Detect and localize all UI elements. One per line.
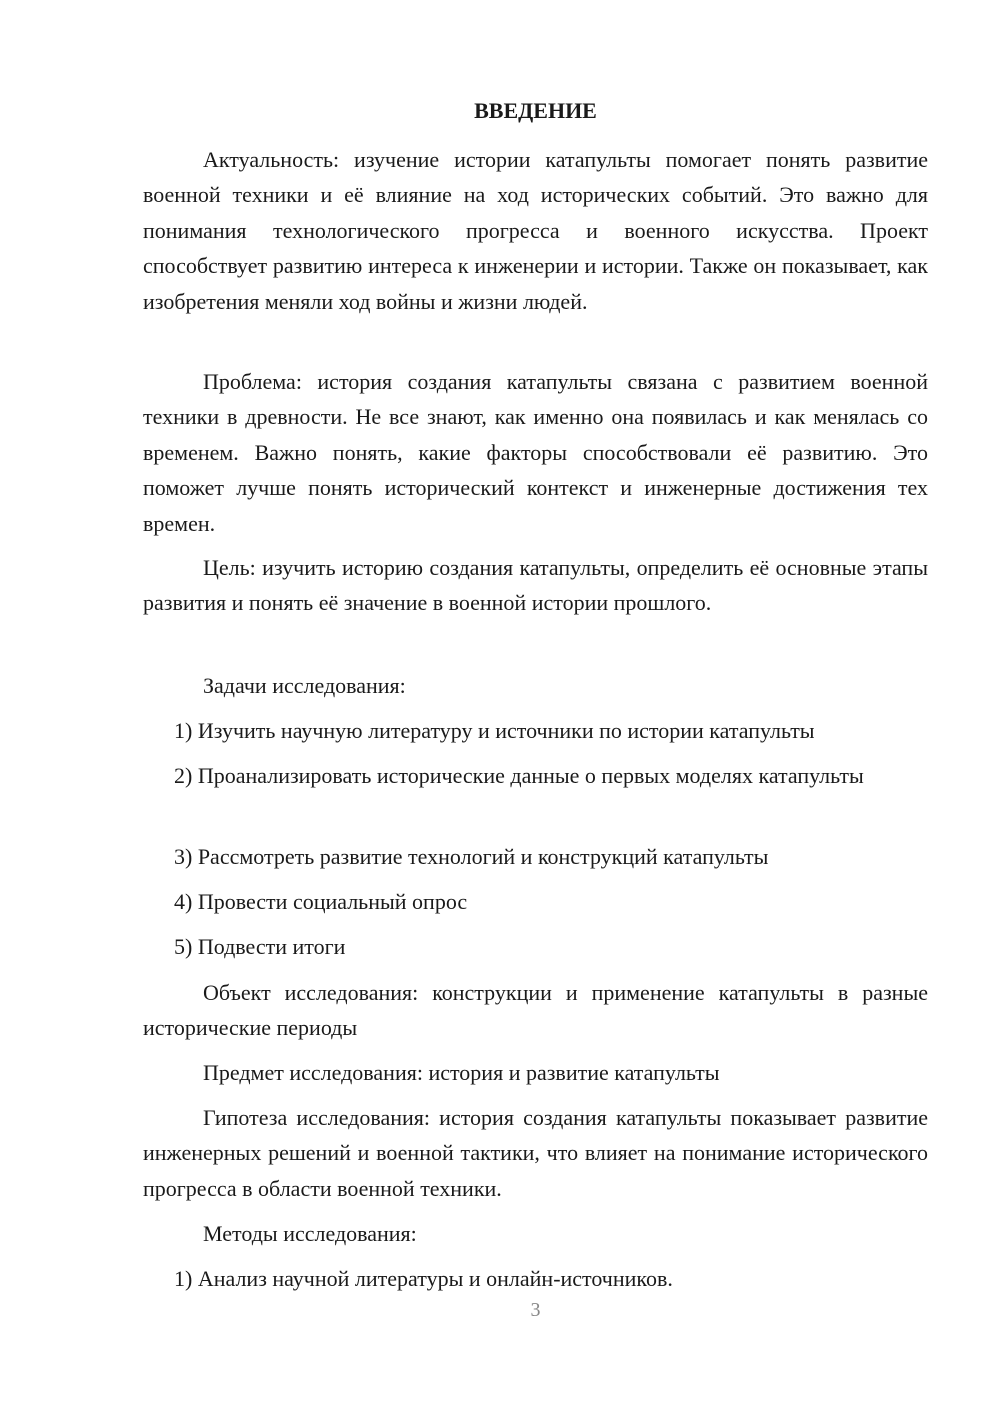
- task-item: 5) Подвести итоги: [174, 934, 346, 959]
- document-page: [143, 0, 928, 1414]
- paragraph-object: Объект исследования: конструкции и применение катапульты в разные исторические периоды: [143, 980, 928, 1041]
- task-item: 3) Рассмотреть развитие технологий и конструкций катапульты: [174, 844, 769, 869]
- paragraph-problem: Проблема: история создания катапульты связана с развитием военной техники в древности. Не все знают, как именно она появилась и как менялась со временем. Важно понять, какие факторы способствовали её развитию. Это поможет лучше понять исторический контекст и инженерные достижения тех времен.: [143, 369, 928, 536]
- paragraph-hypothesis: Гипотеза исследования: история создания катапульты показывает развитие инженерных решений и военной тактики, что влияет на понимание исторического прогресса в области военной техники.: [143, 1105, 928, 1201]
- section-heading: ВВЕДЕНИЕ: [474, 98, 597, 123]
- paragraph-relevance: Актуальность: изучение истории катапульты помогает понять развитие военной техники и её влияние на ход исторических событий. Это важно для понимания технологического прогресса и военного искусства. Проект способствует развитию интереса к инженерии и истории. Также он показывает, как изобретения меняли ход войны и жизни людей.: [143, 147, 928, 314]
- task-item: 1) Изучить научную литературу и источники по истории катапульты: [174, 718, 815, 743]
- method-item: 1) Анализ научной литературы и онлайн-источников.: [174, 1266, 673, 1291]
- tasks-heading: Задачи исследования:: [203, 673, 406, 698]
- task-item: 4) Провести социальный опрос: [174, 889, 468, 914]
- task-item: 2) Проанализировать исторические данные о первых моделях катапульты: [174, 763, 864, 788]
- methods-heading: Методы исследования:: [203, 1221, 417, 1246]
- paragraph-subject: Предмет исследования: история и развитие катапульты: [203, 1060, 720, 1085]
- paragraph-goal: Цель: изучить историю создания катапульты, определить её основные этапы развития и понять её значение в военной истории прошлого.: [143, 555, 928, 616]
- page-number: 3: [530, 1299, 541, 1321]
